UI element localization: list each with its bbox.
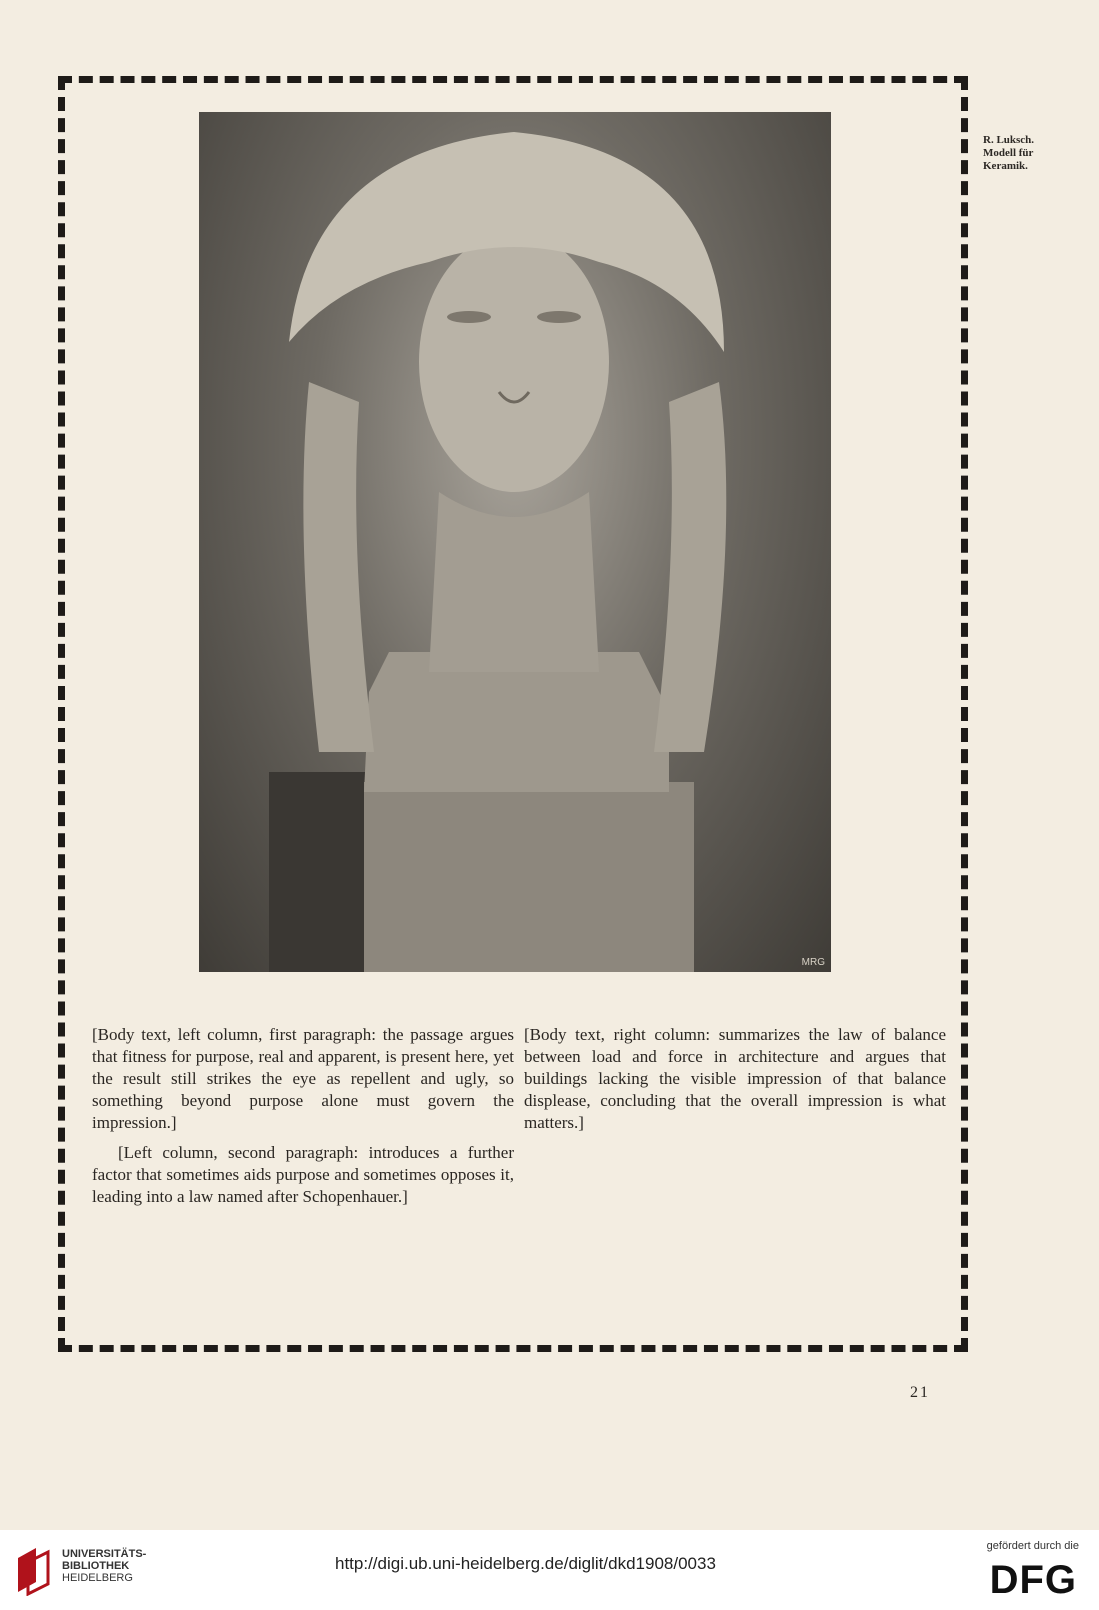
text-column-right (524, 1024, 946, 1142)
caption-artist: R. Luksch. (983, 134, 1035, 146)
paragraph: [Body text, left column, first paragraph: the passage argues that fitness for purpose, real and apparent, is present here, yet the result still strikes the eye as repellent and ugly, so something beyond purpose alone must govern the impression.] (92, 1025, 514, 1132)
text-column-left (92, 1024, 514, 1216)
library-logo-icon (14, 1544, 54, 1596)
library-name (62, 1548, 146, 1584)
digitization-footer (0, 1530, 1099, 1610)
bust-illustration (199, 112, 831, 972)
dfg-logo: DFG (989, 1558, 1077, 1602)
caption-title-line2: Keramik. (983, 160, 1028, 172)
figure-caption (983, 134, 1083, 173)
sculpture-photograph (199, 112, 831, 972)
permalink-url[interactable]: http://digi.ub.uni-heidelberg.de/diglit/dkd1908/0033 (335, 1554, 716, 1573)
paragraph: [Left column, second paragraph: introduces a further factor that sometimes aids purpose and sometimes opposes it, leading into a law named after Schopenhauer.] (92, 1143, 514, 1206)
photographer-monogram: MRG (801, 957, 825, 968)
library-name-line: UNIVERSITÄTS- (62, 1548, 147, 1560)
library-name-line: HEIDELBERG (62, 1572, 133, 1584)
funding-note: gefördert durch die (986, 1540, 1079, 1552)
page-number: 21 (910, 1384, 930, 1401)
paragraph: [Body text, right column: summarizes the law of balance between load and force in architecture and argues that buildings lacking the visible impression of that balance displease, concluding that the overall impression is what matters.] (524, 1025, 946, 1132)
library-name-line: BIBLIOTHEK (62, 1560, 130, 1572)
caption-title-line1: Modell für (983, 147, 1034, 159)
